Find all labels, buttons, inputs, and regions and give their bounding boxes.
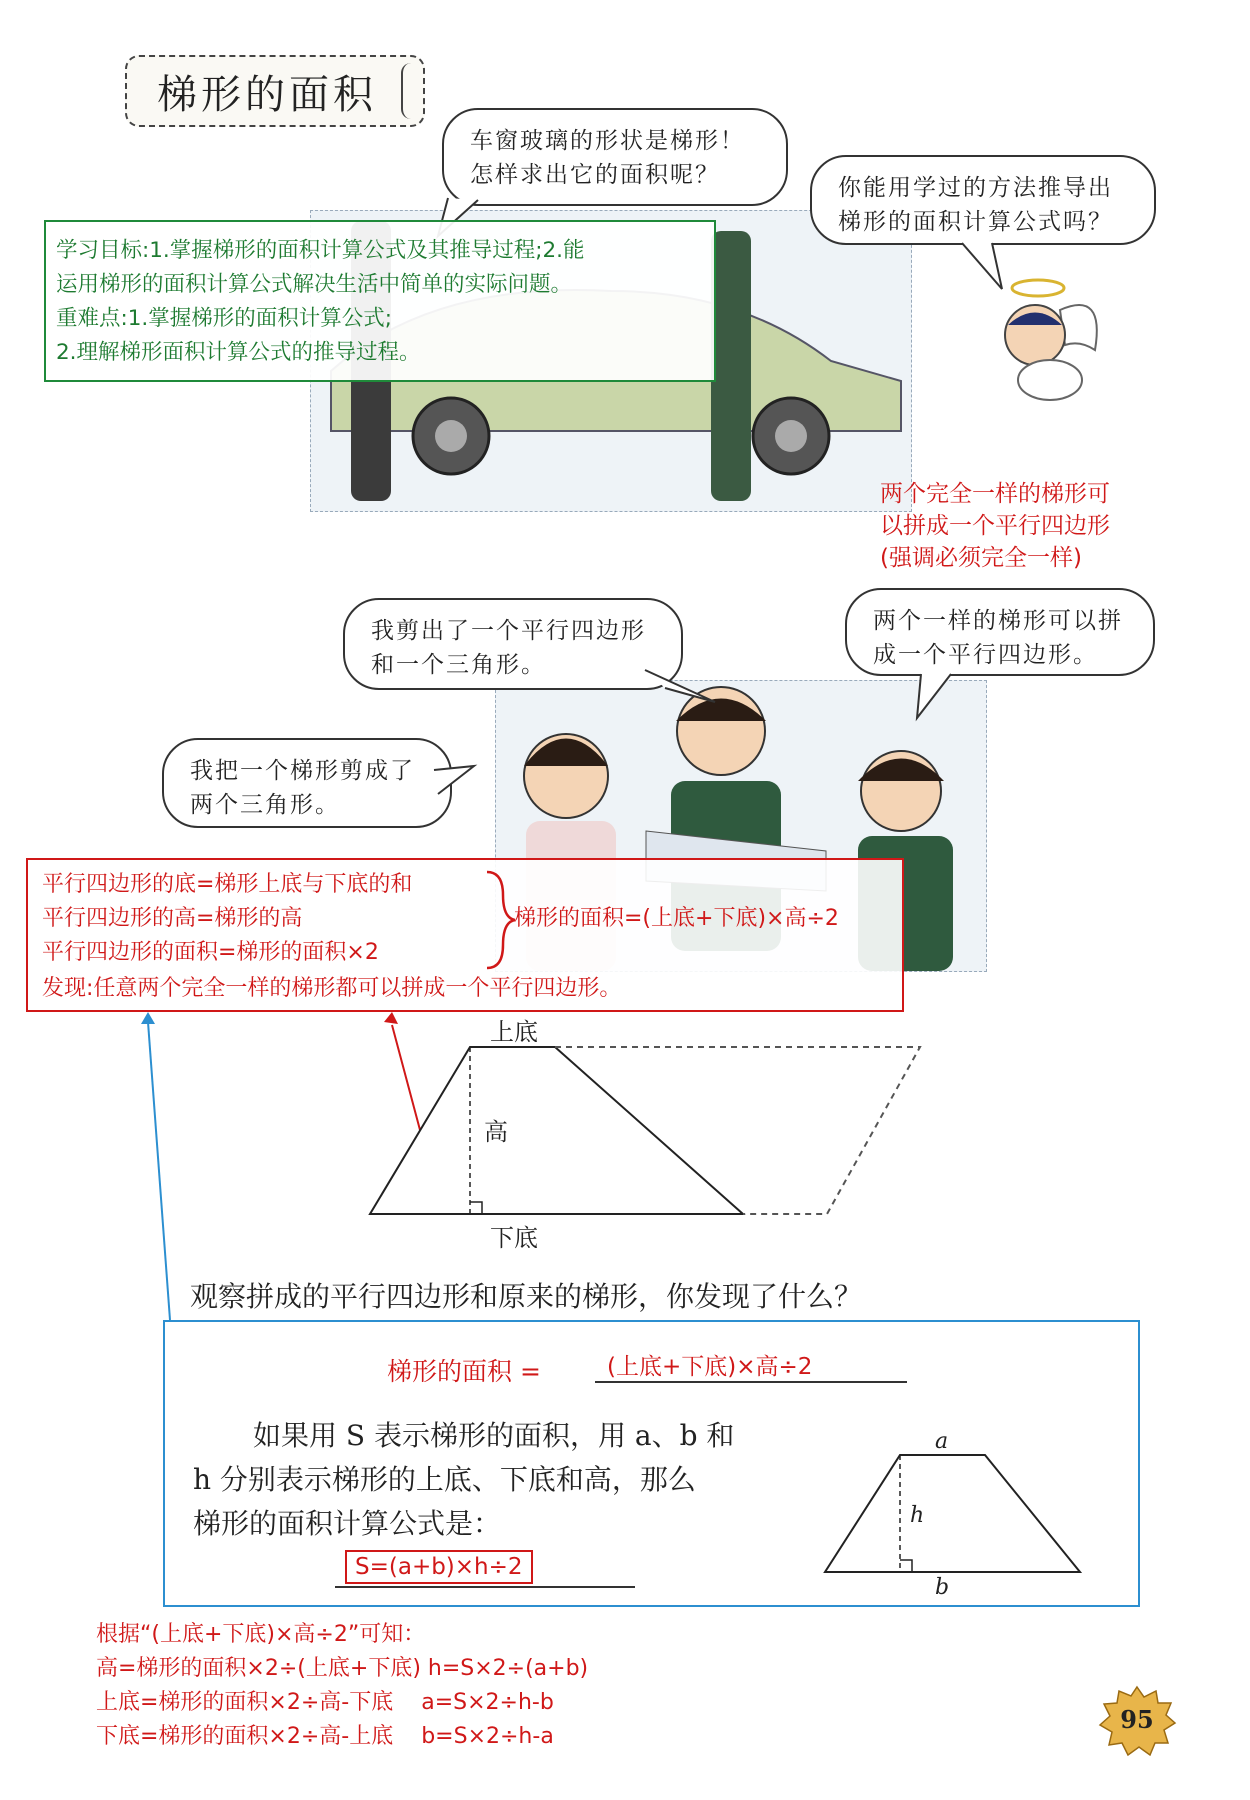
observation-question: 观察拼成的平行四边形和原来的梯形，你发现了什么？ — [190, 1280, 863, 1313]
area-answer-blank: (上底+下底)×高÷2 — [595, 1348, 907, 1383]
bottom-line-2: 高=梯形的面积×2÷(上底+下底) h=S×2÷(a+b) — [96, 1656, 589, 1681]
goal-line-4: 2.理解梯形面积计算公式的推导过程。 — [56, 340, 421, 365]
label-a: a — [935, 1429, 949, 1454]
red-note-line-3: (强调必须完全一样) — [880, 545, 1082, 571]
paragraph-line-3: 梯形的面积计算公式是： — [193, 1507, 502, 1540]
paragraph-line-1: 如果用 S 表示梯形的面积，用 a、b 和 — [253, 1419, 735, 1452]
bubble-text: 我剪出了一个平行四边形和一个三角形。 — [371, 618, 646, 678]
bottom-line-1: 根据“(上底+下底)×高÷2”可知： — [96, 1622, 426, 1647]
formula-answer-underline — [335, 1586, 635, 1588]
formula-answer-box: S=(a+b)×h÷2 — [345, 1550, 533, 1584]
bottom-derived-formulas — [96, 1618, 996, 1754]
summary-line-1: 平行四边形的底=梯形上底与下底的和 — [42, 872, 413, 897]
blue-arrow-head — [141, 1012, 155, 1024]
blue-arrow — [148, 1022, 170, 1320]
dashed-copy-shape — [555, 1047, 920, 1214]
trapezoid-variable-diagram — [815, 1422, 1115, 1600]
paragraph-line-2: h 分别表示梯形的上底、下底和高，那么 — [193, 1463, 696, 1496]
page-title: 梯形的面积 — [157, 71, 377, 118]
goal-line-1: 学习目标:1.掌握梯形的面积计算公式及其推导过程;2.能 — [56, 238, 585, 263]
page-number-badge — [1098, 1685, 1176, 1757]
trapezoid-shape-2 — [825, 1455, 1080, 1572]
red-note-line-1: 两个完全一样的梯形可 — [880, 481, 1110, 507]
summary-formula: 梯形的面积=(上底+下底)×高÷2 — [514, 906, 839, 931]
label-h: h — [910, 1503, 925, 1528]
goal-line-3: 重难点:1.掌握梯形的面积计算公式; — [56, 306, 393, 331]
goal-line-2: 运用梯形的面积计算公式解决生活中简单的实际问题。 — [56, 272, 573, 297]
trapezoid-diagram — [360, 1012, 940, 1252]
right-angle-mark — [470, 1202, 482, 1214]
area-label: 梯形的面积 = — [387, 1357, 541, 1386]
bubble-text: 车窗玻璃的形状是梯形！怎样求出它的面积呢？ — [470, 128, 745, 188]
summary-line-3: 平行四边形的面积=梯形的面积×2 — [42, 940, 379, 965]
bottom-line-3: 上底=梯形的面积×2÷高-下底 a=S×2÷h-b — [96, 1690, 554, 1715]
summary-line-2: 平行四边形的高=梯形的高 — [42, 906, 303, 931]
bottom-line-4: 下底=梯形的面积×2÷高-上底 b=S×2÷h-a — [96, 1724, 554, 1749]
label-b: b — [935, 1575, 950, 1600]
bubble-text: 两个一样的梯形可以拼成一个平行四边形。 — [873, 608, 1123, 668]
label-bottom-base: 下底 — [490, 1224, 538, 1252]
formula-box — [163, 1320, 1140, 1607]
bubble-text: 我把一个梯形剪成了两个三角形。 — [190, 758, 415, 818]
summary-discovery: 发现:任意两个完全一样的梯形都可以拼成一个平行四边形。 — [42, 976, 622, 1001]
page-number: 95 — [1120, 1705, 1154, 1734]
trapezoid-shape — [370, 1047, 743, 1214]
label-height: 高 — [484, 1118, 508, 1146]
right-angle-mark-2 — [900, 1560, 912, 1572]
label-top-base: 上底 — [490, 1018, 538, 1046]
red-note-line-2: 以拼成一个平行四边形 — [880, 513, 1110, 539]
bubble-text: 你能用学过的方法推导出梯形的面积计算公式吗？ — [838, 175, 1113, 235]
